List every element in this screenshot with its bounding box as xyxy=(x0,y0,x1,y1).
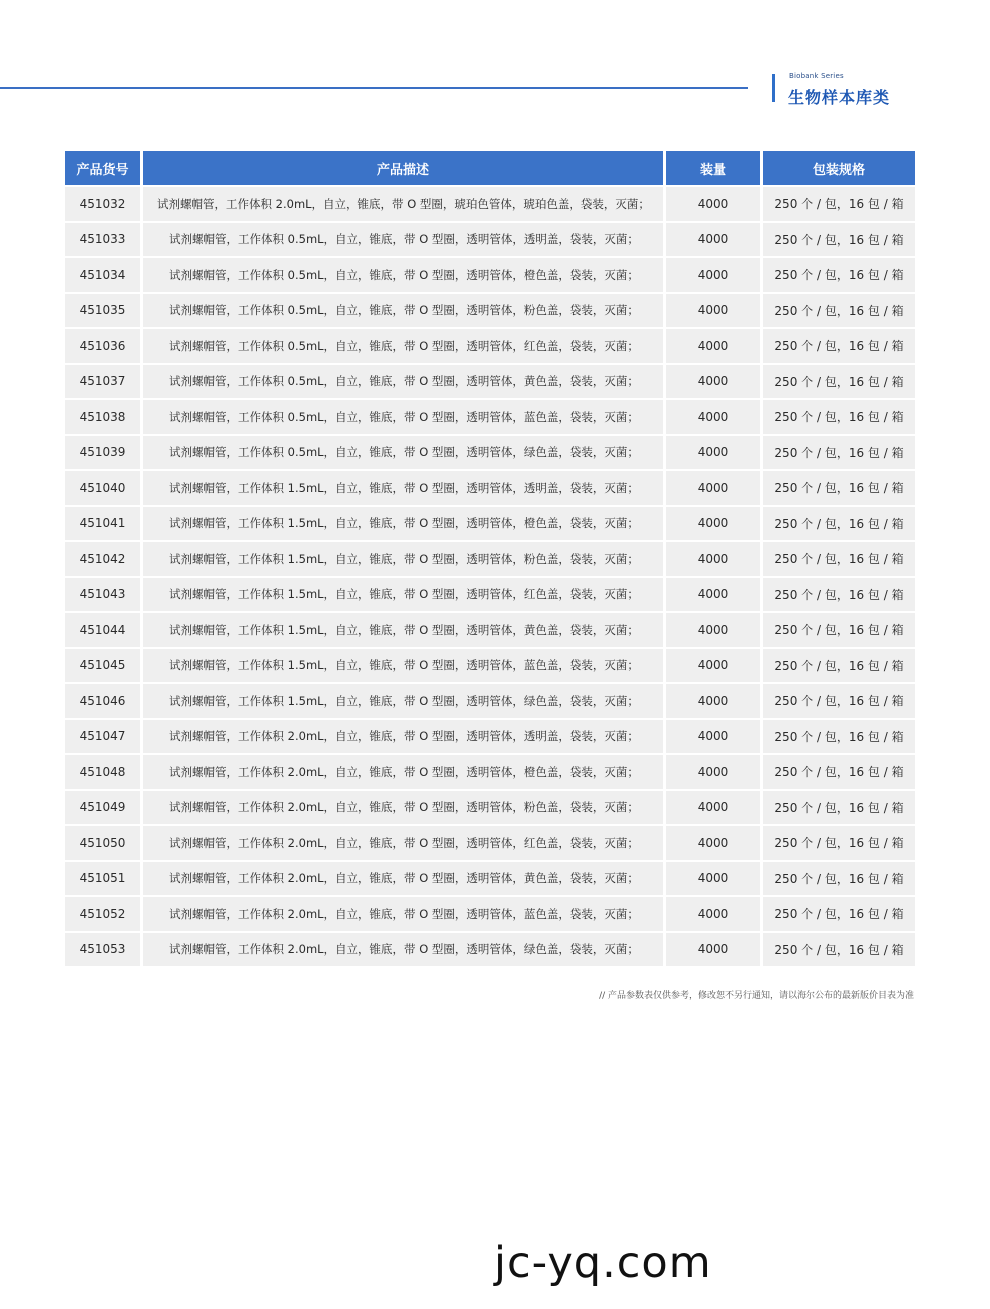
cell-code: 451050 xyxy=(65,824,143,860)
cell-description: 试剂螺帽管，工作体积 2.0mL，自立，锥底，带 O 型圈，透明管体，绿色盖，袋装，灭菌； xyxy=(143,931,666,967)
table-row xyxy=(65,824,915,860)
cell-description: 试剂螺帽管，工作体积 0.5mL，自立，锥底，带 O 型圈，透明管体，蓝色盖，袋装，灭菌； xyxy=(143,398,666,434)
cell-code: 451035 xyxy=(65,292,143,328)
table-header-row xyxy=(65,151,915,185)
cell-code: 451038 xyxy=(65,398,143,434)
column-header-quantity: 装量 xyxy=(666,151,763,185)
cell-code: 451032 xyxy=(65,185,143,221)
cell-code: 451034 xyxy=(65,256,143,292)
table-row xyxy=(65,718,915,754)
cell-quantity: 4000 xyxy=(666,185,763,221)
cell-packaging: 250 个 / 包，16 包 / 箱 xyxy=(763,895,915,931)
cell-description: 试剂螺帽管，工作体积 2.0mL，自立，锥底，带 O 型圈，透明管体，黄色盖，袋装，灭菌； xyxy=(143,860,666,896)
cell-code: 451052 xyxy=(65,895,143,931)
cell-packaging: 250 个 / 包，16 包 / 箱 xyxy=(763,221,915,257)
column-header-packaging: 包装规格 xyxy=(763,151,915,185)
cell-quantity: 4000 xyxy=(666,256,763,292)
top-rule xyxy=(0,87,748,89)
footnote: // 产品参数表仅供参考，修改恕不另行通知，请以海尔公布的最新版价目表为准 xyxy=(599,991,914,1001)
series-name-en: Biobank Series xyxy=(789,72,844,80)
cell-quantity: 4000 xyxy=(666,824,763,860)
table-row xyxy=(65,789,915,825)
cell-quantity: 4000 xyxy=(666,718,763,754)
cell-quantity: 4000 xyxy=(666,789,763,825)
cell-packaging: 250 个 / 包，16 包 / 箱 xyxy=(763,398,915,434)
table-row xyxy=(65,931,915,967)
cell-description: 试剂螺帽管，工作体积 1.5mL，自立，锥底，带 O 型圈，透明管体，粉色盖，袋装，灭菌； xyxy=(143,540,666,576)
cell-packaging: 250 个 / 包，16 包 / 箱 xyxy=(763,434,915,470)
cell-packaging: 250 个 / 包，16 包 / 箱 xyxy=(763,718,915,754)
cell-quantity: 4000 xyxy=(666,505,763,541)
cell-description: 试剂螺帽管，工作体积 1.5mL，自立，锥底，带 O 型圈，透明管体，红色盖，袋装，灭菌； xyxy=(143,576,666,612)
cell-packaging: 250 个 / 包，16 包 / 箱 xyxy=(763,753,915,789)
cell-packaging: 250 个 / 包，16 包 / 箱 xyxy=(763,469,915,505)
table-row xyxy=(65,576,915,612)
cell-quantity: 4000 xyxy=(666,611,763,647)
cell-description: 试剂螺帽管，工作体积 1.5mL，自立，锥底，带 O 型圈，透明管体，黄色盖，袋装，灭菌； xyxy=(143,611,666,647)
cell-code: 451047 xyxy=(65,718,143,754)
cell-code: 451039 xyxy=(65,434,143,470)
cell-packaging: 250 个 / 包，16 包 / 箱 xyxy=(763,789,915,825)
table-row xyxy=(65,682,915,718)
cell-packaging: 250 个 / 包，16 包 / 箱 xyxy=(763,540,915,576)
cell-packaging: 250 个 / 包，16 包 / 箱 xyxy=(763,363,915,399)
column-header-code: 产品货号 xyxy=(65,151,143,185)
cell-quantity: 4000 xyxy=(666,576,763,612)
cell-code: 451048 xyxy=(65,753,143,789)
cell-description: 试剂螺帽管，工作体积 0.5mL，自立，锥底，带 O 型圈，透明管体，透明盖，袋装，灭菌； xyxy=(143,221,666,257)
cell-quantity: 4000 xyxy=(666,434,763,470)
cell-packaging: 250 个 / 包，16 包 / 箱 xyxy=(763,505,915,541)
table-row xyxy=(65,895,915,931)
cell-code: 451051 xyxy=(65,860,143,896)
table-row xyxy=(65,505,915,541)
table-row xyxy=(65,647,915,683)
cell-description: 试剂螺帽管，工作体积 1.5mL，自立，锥底，带 O 型圈，透明管体，橙色盖，袋装，灭菌； xyxy=(143,505,666,541)
cell-packaging: 250 个 / 包，16 包 / 箱 xyxy=(763,576,915,612)
cell-packaging: 250 个 / 包，16 包 / 箱 xyxy=(763,931,915,967)
cell-code: 451042 xyxy=(65,540,143,576)
cell-description: 试剂螺帽管，工作体积 0.5mL，自立，锥底，带 O 型圈，透明管体，黄色盖，袋装，灭菌； xyxy=(143,363,666,399)
cell-quantity: 4000 xyxy=(666,931,763,967)
cell-packaging: 250 个 / 包，16 包 / 箱 xyxy=(763,327,915,363)
cell-description: 试剂螺帽管，工作体积 2.0mL，自立，锥底，带 O 型圈，透明管体，透明盖，袋装，灭菌； xyxy=(143,718,666,754)
table-row xyxy=(65,327,915,363)
table-row xyxy=(65,185,915,221)
cell-quantity: 4000 xyxy=(666,860,763,896)
cell-packaging: 250 个 / 包，16 包 / 箱 xyxy=(763,647,915,683)
cell-code: 451045 xyxy=(65,647,143,683)
cell-description: 试剂螺帽管，工作体积 2.0mL，自立，锥底，带 O 型圈，透明管体，蓝色盖，袋装，灭菌； xyxy=(143,895,666,931)
table-row xyxy=(65,540,915,576)
cell-quantity: 4000 xyxy=(666,895,763,931)
cell-quantity: 4000 xyxy=(666,682,763,718)
cell-description: 试剂螺帽管，工作体积 0.5mL，自立，锥底，带 O 型圈，透明管体，橙色盖，袋装，灭菌； xyxy=(143,256,666,292)
product-table xyxy=(65,151,915,966)
cell-packaging: 250 个 / 包，16 包 / 箱 xyxy=(763,682,915,718)
series-accent-bar xyxy=(772,74,775,102)
cell-quantity: 4000 xyxy=(666,327,763,363)
cell-packaging: 250 个 / 包，16 包 / 箱 xyxy=(763,185,915,221)
cell-description: 试剂螺帽管，工作体积 2.0mL，自立，锥底，带 O 型圈，透明管体，粉色盖，袋装，灭菌； xyxy=(143,789,666,825)
series-name-cn: 生物样本库类 xyxy=(788,88,891,107)
cell-quantity: 4000 xyxy=(666,363,763,399)
cell-packaging: 250 个 / 包，16 包 / 箱 xyxy=(763,292,915,328)
cell-packaging: 250 个 / 包，16 包 / 箱 xyxy=(763,256,915,292)
cell-packaging: 250 个 / 包，16 包 / 箱 xyxy=(763,611,915,647)
cell-quantity: 4000 xyxy=(666,540,763,576)
cell-packaging: 250 个 / 包，16 包 / 箱 xyxy=(763,824,915,860)
table-row xyxy=(65,860,915,896)
cell-description: 试剂螺帽管，工作体积 1.5mL，自立，锥底，带 O 型圈，透明管体，蓝色盖，袋装，灭菌； xyxy=(143,647,666,683)
cell-code: 451041 xyxy=(65,505,143,541)
cell-quantity: 4000 xyxy=(666,753,763,789)
table-row xyxy=(65,292,915,328)
cell-description: 试剂螺帽管，工作体积 2.0mL，自立，锥底，带 O 型圈，透明管体，橙色盖，袋装，灭菌； xyxy=(143,753,666,789)
table-body xyxy=(65,185,915,966)
cell-code: 451033 xyxy=(65,221,143,257)
table-row xyxy=(65,469,915,505)
cell-quantity: 4000 xyxy=(666,647,763,683)
cell-quantity: 4000 xyxy=(666,221,763,257)
table-row xyxy=(65,221,915,257)
cell-code: 451046 xyxy=(65,682,143,718)
table-row xyxy=(65,611,915,647)
watermark: jc-yq.com xyxy=(494,1238,712,1288)
cell-code: 451040 xyxy=(65,469,143,505)
cell-quantity: 4000 xyxy=(666,398,763,434)
cell-description: 试剂螺帽管，工作体积 1.5mL，自立，锥底，带 O 型圈，透明管体，透明盖，袋装，灭菌； xyxy=(143,469,666,505)
cell-code: 451043 xyxy=(65,576,143,612)
cell-description: 试剂螺帽管，工作体积 2.0mL，自立，锥底，带 O 型圈，琥珀色管体，琥珀色盖，袋装，灭菌； xyxy=(143,185,666,221)
table-row xyxy=(65,434,915,470)
cell-description: 试剂螺帽管，工作体积 1.5mL，自立，锥底，带 O 型圈，透明管体，绿色盖，袋装，灭菌； xyxy=(143,682,666,718)
table-row xyxy=(65,398,915,434)
cell-description: 试剂螺帽管，工作体积 0.5mL，自立，锥底，带 O 型圈，透明管体，粉色盖，袋装，灭菌； xyxy=(143,292,666,328)
cell-quantity: 4000 xyxy=(666,292,763,328)
cell-code: 451053 xyxy=(65,931,143,967)
cell-code: 451036 xyxy=(65,327,143,363)
table-row xyxy=(65,753,915,789)
table-row xyxy=(65,363,915,399)
cell-packaging: 250 个 / 包，16 包 / 箱 xyxy=(763,860,915,896)
cell-description: 试剂螺帽管，工作体积 2.0mL，自立，锥底，带 O 型圈，透明管体，红色盖，袋装，灭菌； xyxy=(143,824,666,860)
cell-code: 451044 xyxy=(65,611,143,647)
cell-code: 451037 xyxy=(65,363,143,399)
column-header-description: 产品描述 xyxy=(143,151,666,185)
cell-description: 试剂螺帽管，工作体积 0.5mL，自立，锥底，带 O 型圈，透明管体，红色盖，袋装，灭菌； xyxy=(143,327,666,363)
table-row xyxy=(65,256,915,292)
cell-code: 451049 xyxy=(65,789,143,825)
cell-quantity: 4000 xyxy=(666,469,763,505)
cell-description: 试剂螺帽管，工作体积 0.5mL，自立，锥底，带 O 型圈，透明管体，绿色盖，袋装，灭菌； xyxy=(143,434,666,470)
